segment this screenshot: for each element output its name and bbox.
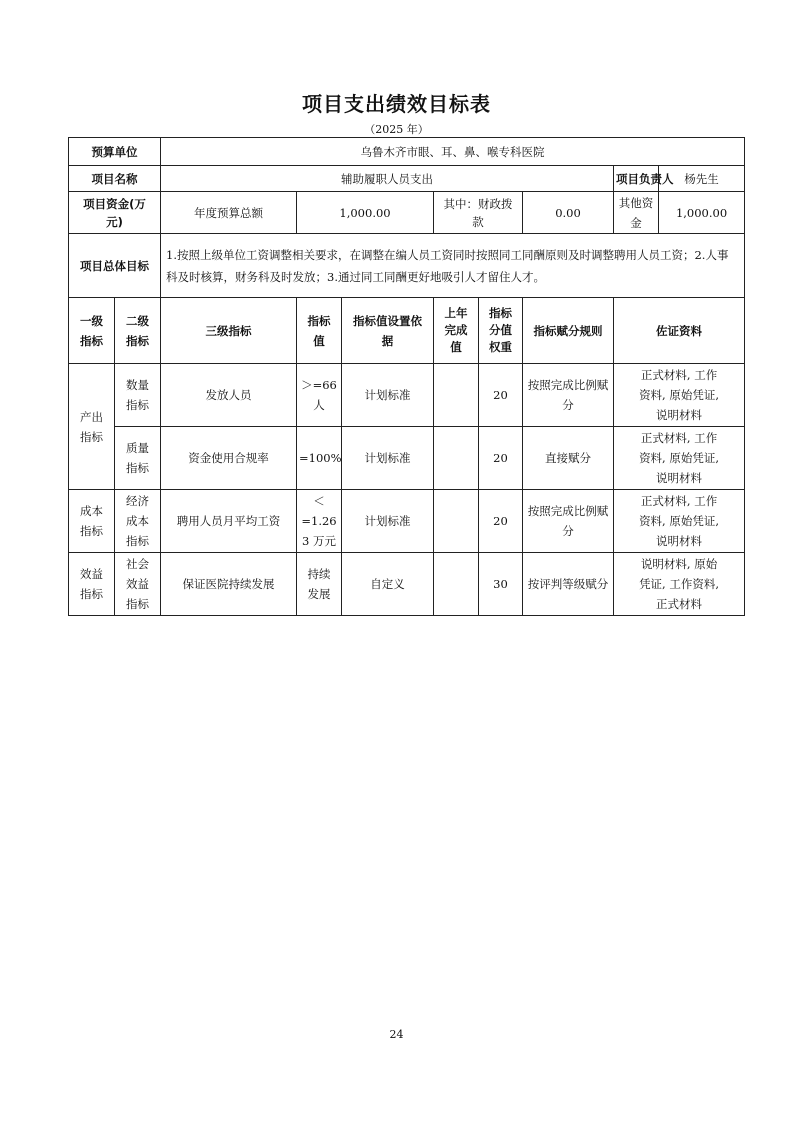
header-basis: 指标值设置依 据 — [342, 298, 434, 364]
indicator-level3: 资金使用合规率 — [161, 427, 297, 490]
indicator-evidence: 说明材料, 原始 凭证, 工作资料, 正式材料 — [614, 553, 745, 616]
indicator-evidence: 正式材料, 工作 资料, 原始凭证, 说明材料 — [614, 427, 745, 490]
performance-target-table — [68, 137, 745, 616]
annual-budget-value: 1,000.00 — [297, 192, 434, 234]
table-row — [69, 427, 745, 490]
budget-unit-row — [69, 138, 745, 166]
indicator-level3: 保证医院持续发展 — [161, 553, 297, 616]
indicator-basis: 计划标准 — [342, 490, 434, 553]
table-row — [69, 553, 745, 616]
indicator-level1: 产出 指标 — [69, 364, 115, 490]
indicator-level2: 质量 指标 — [115, 427, 161, 490]
indicator-level2: 社会 效益 指标 — [115, 553, 161, 616]
annual-budget-label: 年度预算总额 — [161, 192, 297, 234]
indicator-last-year — [434, 553, 479, 616]
indicator-basis: 计划标准 — [342, 364, 434, 427]
indicator-level3: 发放人员 — [161, 364, 297, 427]
header-level2: 二级 指标 — [115, 298, 161, 364]
indicator-rule: 直接赋分 — [523, 427, 614, 490]
project-funds-label: 项目资金(万 元) — [69, 192, 161, 234]
indicator-weight: 30 — [479, 553, 523, 616]
project-name-label: 项目名称 — [69, 166, 161, 192]
project-name-value: 辅助履职人员支出 — [161, 166, 614, 192]
indicator-value: 持续 发展 — [297, 553, 342, 616]
header-rule: 指标赋分规则 — [523, 298, 614, 364]
indicator-rule: 按照完成比例赋 分 — [523, 490, 614, 553]
indicator-level2: 经济 成本 指标 — [115, 490, 161, 553]
indicator-evidence: 正式材料, 工作 资料, 原始凭证, 说明材料 — [614, 490, 745, 553]
indicator-weight: 20 — [479, 490, 523, 553]
project-owner-value: 杨先生 — [659, 166, 745, 192]
indicator-rule: 按照完成比例赋 分 — [523, 364, 614, 427]
page-number: 24 — [389, 1028, 404, 1041]
budget-unit-label: 预算单位 — [69, 138, 161, 166]
indicator-basis: 计划标准 — [342, 427, 434, 490]
document-title: 项目支出绩效目标表 — [302, 92, 491, 116]
indicator-last-year — [434, 490, 479, 553]
overall-goal-text: 1.按照上级单位工资调整相关要求，在调整在编人员工资同时按照同工同酬原则及时调整聘用人员工资；2.人事科及时核算，财务科及时发放；3.通过同工同酬更好地吸引人才留住人才。 — [161, 234, 745, 298]
header-evidence: 佐证资料 — [614, 298, 745, 364]
indicator-weight: 20 — [479, 427, 523, 490]
other-funds-label: 其他资金 — [614, 192, 659, 234]
header-weight: 指标 分值 权重 — [479, 298, 523, 364]
document-year: （2025 年） — [364, 123, 429, 136]
header-level3: 三级指标 — [161, 298, 297, 364]
other-funds-value: 1,000.00 — [659, 192, 745, 234]
indicator-evidence: 正式材料, 工作 资料, 原始凭证, 说明材料 — [614, 364, 745, 427]
indicator-level3: 聘用人员月平均工资 — [161, 490, 297, 553]
indicator-level1: 效益 指标 — [69, 553, 115, 616]
overall-goal-row — [69, 234, 745, 298]
indicator-header-row — [69, 298, 745, 364]
indicator-value: =100% — [297, 427, 342, 490]
indicator-level1: 成本 指标 — [69, 490, 115, 553]
indicator-value: ＜ =1.26 3 万元 — [297, 490, 342, 553]
header-level1: 一级 指标 — [69, 298, 115, 364]
table-row — [69, 364, 745, 427]
header-last-year: 上年 完成 值 — [434, 298, 479, 364]
project-name-row — [69, 166, 745, 192]
indicator-weight: 20 — [479, 364, 523, 427]
fiscal-funds-label: 其中：财政拨 款 — [434, 192, 523, 234]
indicator-level2: 数量 指标 — [115, 364, 161, 427]
indicator-rule: 按评判等级赋分 — [523, 553, 614, 616]
project-funds-row — [69, 192, 745, 234]
indicator-basis: 自定义 — [342, 553, 434, 616]
table-row — [69, 490, 745, 553]
header-value: 指标 值 — [297, 298, 342, 364]
indicator-value: ＞=66 人 — [297, 364, 342, 427]
project-owner-label: 项目负责人 — [614, 166, 659, 192]
indicator-last-year — [434, 364, 479, 427]
overall-goal-label: 项目总体目标 — [69, 234, 161, 298]
fiscal-funds-value: 0.00 — [523, 192, 614, 234]
budget-unit-value: 乌鲁木齐市眼、耳、鼻、喉专科医院 — [161, 138, 745, 166]
indicator-last-year — [434, 427, 479, 490]
